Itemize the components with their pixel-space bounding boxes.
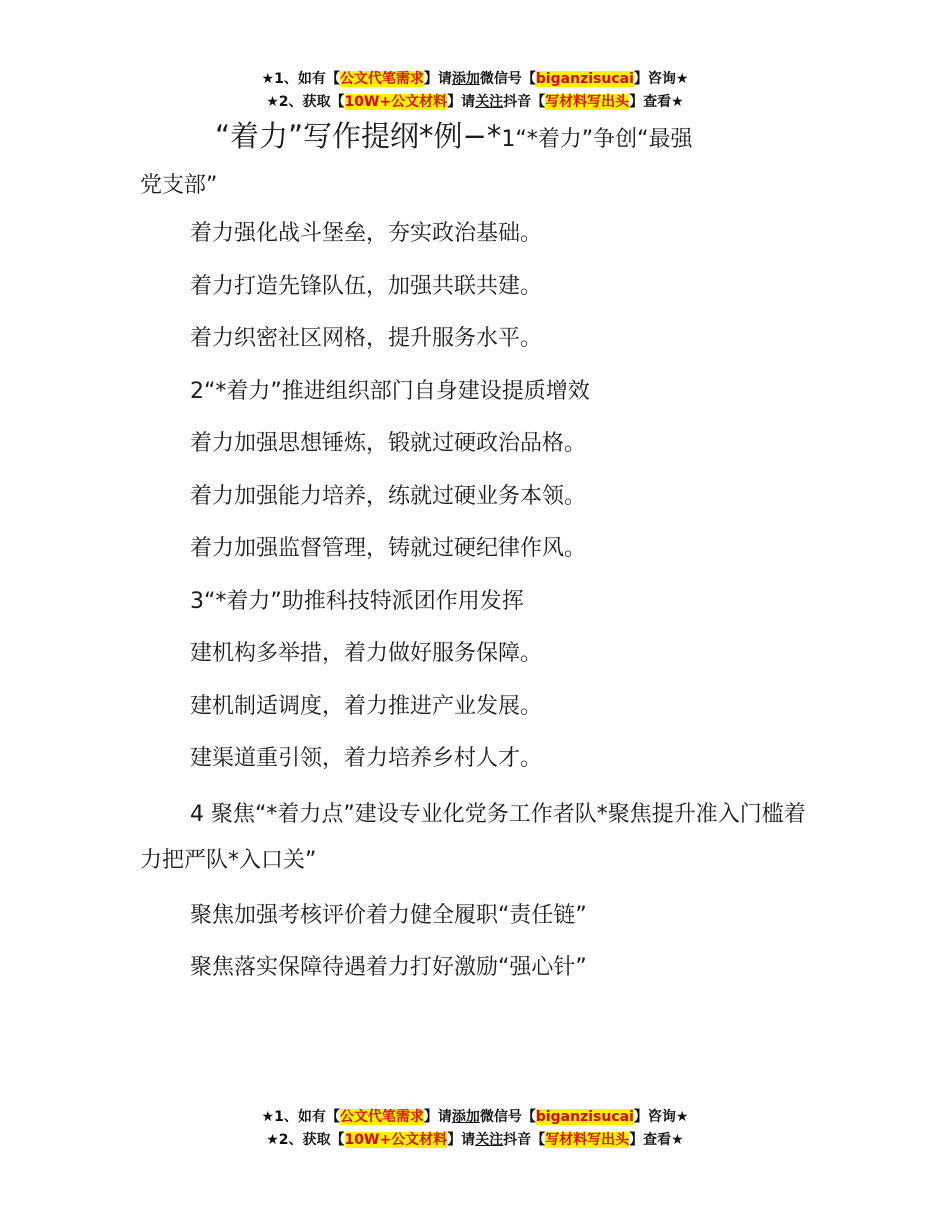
promo-text: ★1、如有【 [261, 1109, 340, 1125]
paragraph: 着力加强思想锤炼，锻就过硬政治品格。 [190, 431, 587, 456]
promo-banner-bottom [0, 1106, 950, 1152]
promo-highlight: 10W+公文材料 [344, 1132, 448, 1148]
promo-text: ★1、如有【 [261, 71, 340, 87]
paragraph: 聚焦加强考核评价着力健全履职“责任链” [190, 902, 587, 928]
promo-line-2 [0, 91, 950, 114]
paragraph: 建机构多举措，着力做好服务保障。 [190, 641, 543, 666]
promo-text: 抖音【 [503, 94, 546, 110]
paragraph: 着力强化战斗堡垒，夯实政治基础。 [190, 221, 543, 246]
promo-text: 】查看★ [629, 94, 684, 110]
promo-highlight: 公文代笔需求 [339, 1109, 424, 1125]
promo-line-2 [0, 1129, 950, 1152]
promo-highlight: 10W+公文材料 [344, 94, 448, 110]
section-heading: 4 聚焦“*着力点”建设专业化党务工作者队*聚焦提升准入门槛着力把严队*入口关” [140, 801, 806, 873]
promo-text: 】请 [423, 71, 452, 87]
promo-text: ★2、获取【 [266, 94, 345, 110]
paragraph: 着力打造先锋队伍，加强共联共建。 [190, 273, 543, 299]
paragraph: 建渠道重引领，着力培养乡村人才。 [190, 746, 543, 771]
promo-text: 】请 [423, 1109, 452, 1125]
paragraph: 着力织密社区网格，提升服务水平。 [190, 326, 543, 351]
paragraph: 着力加强能力培养，练就过硬业务本领。 [190, 483, 587, 509]
document-title [140, 112, 820, 164]
promo-text: 微信号【 [479, 71, 536, 87]
section-heading: 2“*着力”推进组织部门自身建设提质增效 [190, 378, 590, 404]
promo-text: 】请 [447, 94, 476, 110]
title-main-text: “着力”写作提纲*例−* [215, 119, 502, 153]
promo-text: ★2、获取【 [266, 1132, 345, 1148]
paragraph: 聚焦落实保障待遇着力打好激励“强心针” [190, 955, 587, 980]
document-body [140, 112, 820, 995]
promo-text: 关注 [475, 94, 504, 110]
promo-douyin-id: 写材料写出头 [545, 94, 630, 110]
promo-text: 】请 [447, 1132, 476, 1148]
section-heading: 3“*着力”助推科技特派团作用发挥 [190, 588, 524, 614]
paragraph: 建机制适调度，着力推进产业发展。 [190, 693, 543, 719]
paragraph: 着力加强监督管理，铸就过硬纪律作风。 [190, 536, 587, 561]
promo-wechat-id: biganzisucai [535, 1109, 634, 1125]
promo-banner-top [0, 68, 950, 114]
promo-text: 微信号【 [479, 1109, 536, 1125]
promo-highlight: 公文代笔需求 [339, 71, 424, 87]
promo-line-1 [0, 68, 950, 91]
title-section-text: 1“*着力”争创“最强 [501, 127, 693, 152]
promo-text: 】咨询★ [633, 1109, 689, 1125]
promo-text: 抖音【 [503, 1132, 546, 1148]
promo-line-1 [0, 1106, 950, 1129]
promo-text: 添加 [451, 71, 480, 87]
promo-text: 添加 [451, 1109, 480, 1125]
promo-text: 关注 [475, 1132, 504, 1148]
promo-douyin-id: 写材料写出头 [545, 1132, 630, 1148]
title-continuation: 党支部” [140, 173, 218, 198]
promo-text: 】咨询★ [633, 71, 689, 87]
promo-text: 】查看★ [629, 1132, 684, 1148]
promo-wechat-id: biganzisucai [535, 71, 634, 87]
